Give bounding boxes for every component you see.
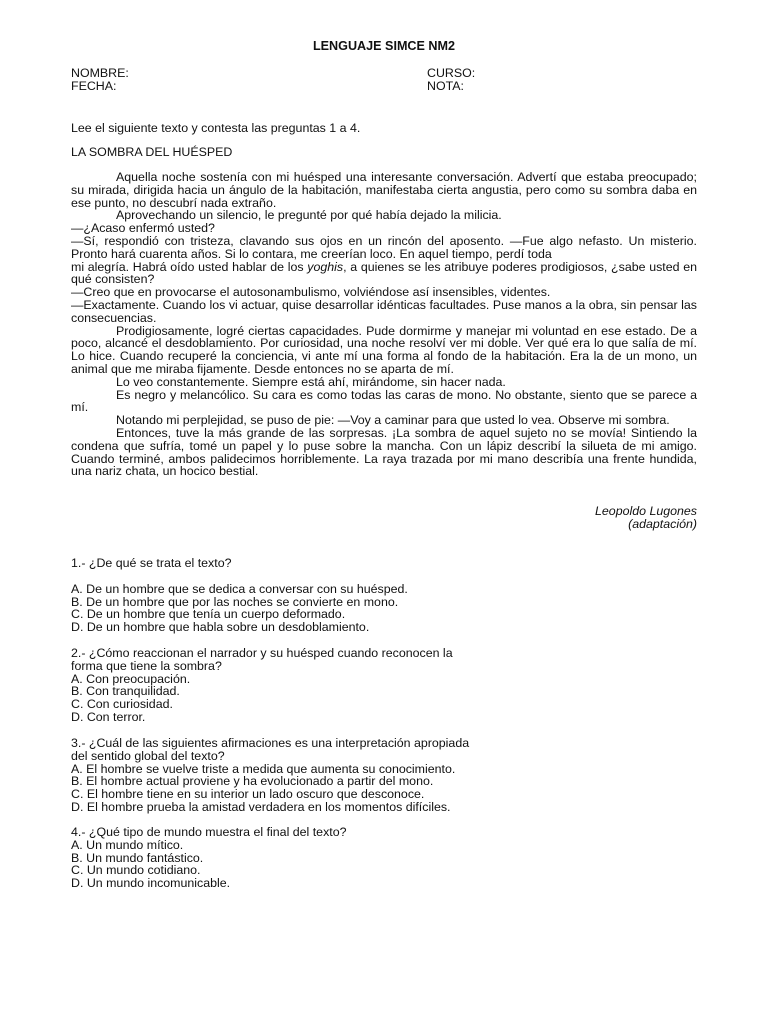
story-paragraph: —¿Acaso enfermó usted? [71, 221, 215, 236]
answer-option: A. Un mundo mítico. [71, 837, 184, 852]
story-paragraph: Aprovechando un silencio, le pregunté por qué había dejado la milicia. [116, 208, 502, 223]
curso-label: CURSO: [427, 66, 476, 80]
question-stem: 1.- ¿De qué se trata el texto? [71, 556, 232, 570]
fecha-label: FECHA: [71, 78, 117, 93]
story-title: LA SOMBRA DEL HUÉSPED [71, 145, 233, 159]
author-name: Leopoldo Lugones [595, 504, 697, 518]
question-stem: del sentido global del texto? [71, 748, 225, 763]
student-fields-left [71, 67, 129, 93]
answer-option: B. De un hombre que por las noches se convierte en mono. [71, 594, 399, 609]
story-paragraph: Aquella noche sostenía con mi huésped una interesante conversación. Advertí que estaba preocupado; su mirada, dirigida hacia un ángulo de la habitación, manifestaba cierta angustia, pero como su sombra daba en ese punto, no descubrí nada extraño. [71, 170, 697, 210]
answer-option: D. Con terror. [71, 709, 146, 724]
question-stem: 2.- ¿Cómo reaccionan el narrador y su huésped cuando reconocen la [71, 646, 453, 660]
answer-option: C. Con curiosidad. [71, 697, 173, 712]
question-4 [71, 826, 511, 890]
student-fields-right [427, 67, 475, 93]
answer-option: C. Un mundo cotidiano. [71, 863, 201, 878]
question-2 [71, 647, 511, 724]
question-stem: forma que tiene la sombra? [71, 658, 222, 673]
answer-option: C. El hombre tiene en su interior un lado oscuro que desconoce. [71, 787, 425, 802]
answer-option: C. De un hombre que tenía un cuerpo deformado. [71, 607, 346, 622]
nota-label: NOTA: [427, 78, 464, 93]
author-note: (adaptación) [628, 516, 697, 531]
nombre-label: NOMBRE: [71, 66, 129, 80]
page-title: LENGUAJE SIMCE NM2 [312, 39, 456, 53]
question-3 [71, 737, 511, 814]
instruction-text: Lee el siguiente texto y contesta las preguntas 1 a 4. [71, 121, 361, 135]
author-credit [595, 505, 697, 531]
story-paragraph: —Sí, respondió con tristeza, clavando sus ojos en un rincón del aposento. —Fue algo nefasto. Un misterio. Pronto hará cuarenta años. Si lo contara, me creerían loco. En aquel tiempo, perdí toda [71, 233, 697, 261]
story-paragraph: Es negro y melancólico. Su cara es como todas las caras de mono. No obstante, siento que se parece a mí. [71, 387, 697, 415]
answer-option: A. De un hombre que se dedica a conversar con su huésped. [71, 581, 408, 596]
story-paragraph: Entonces, tuve la más grande de las sorpresas. ¡La sombra de aquel sujeto no se movía! Sintiendo la condena que sufría, tomé un papel y lo puse sobre la mancha. Con un lápiz describí la silueta de mi amigo. Cuando terminé, ambos palidecimos horriblemente. La raya trazada por mi mano describía una frente hundida, una nariz chata, un hocico bestial. [71, 425, 697, 479]
question-stem: 4.- ¿Qué tipo de mundo muestra el final del texto? [71, 825, 347, 839]
answer-option: B. El hombre actual proviene y ha evolucionado a partir del mono. [71, 774, 434, 789]
answer-option: B. Con tranquilidad. [71, 684, 180, 699]
story-paragraph: Lo veo constantemente. Siempre está ahí, mirándome, sin hacer nada. [116, 374, 506, 389]
answer-option: D. El hombre prueba la amistad verdadera en los momentos difíciles. [71, 799, 451, 814]
story-text-span: mi alegría. Habrá oído usted hablar de los [71, 259, 308, 274]
answer-option: A. Con preocupación. [71, 671, 191, 686]
yoghis-word: yoghis [307, 259, 344, 274]
story-paragraph: Notando mi perplejidad, se puso de pie: —Voy a caminar para que usted lo vea. Observe mi sombra. [116, 413, 670, 428]
answer-option: B. Un mundo fantástico. [71, 850, 204, 865]
story-paragraph [71, 261, 697, 287]
question-1 [71, 557, 511, 634]
story-paragraph: —Creo que en provocarse el autosonambulismo, volviéndose así insensibles, videntes. [71, 285, 551, 300]
answer-option: D. Un mundo incomunicable. [71, 876, 231, 891]
question-stem: 3.- ¿Cuál de las siguientes afirmaciones es una interpretación apropiada [71, 736, 470, 750]
story-text [71, 171, 697, 478]
story-paragraph: Prodigiosamente, logré ciertas capacidades. Pude dormirme y manejar mi voluntad en ese estado. De a poco, alcancé el desdoblamiento. Por curiosidad, una noche resolví ver mi doble. Ver qué era lo que salía de mí. Lo hice. Cuando recuperé la conciencia, vi ante mí una forma al fondo de la habitación. Era la de un mono, un animal que me miraba fijamente. Desde entonces no se aparta de mí. [71, 323, 697, 376]
answer-option: A. El hombre se vuelve triste a medida que aumenta su conocimiento. [71, 761, 456, 776]
story-text-span: , a quienes se les atribuye poderes prodigiosos, ¿sabe usted en qué consisten? [71, 259, 697, 287]
story-paragraph: —Exactamente. Cuando los vi actuar, quise desarrollar idénticas facultades. Puse manos a la obra, sin pensar las consecuencias. [71, 297, 697, 325]
answer-option: D. De un hombre que habla sobre un desdoblamiento. [71, 620, 370, 635]
